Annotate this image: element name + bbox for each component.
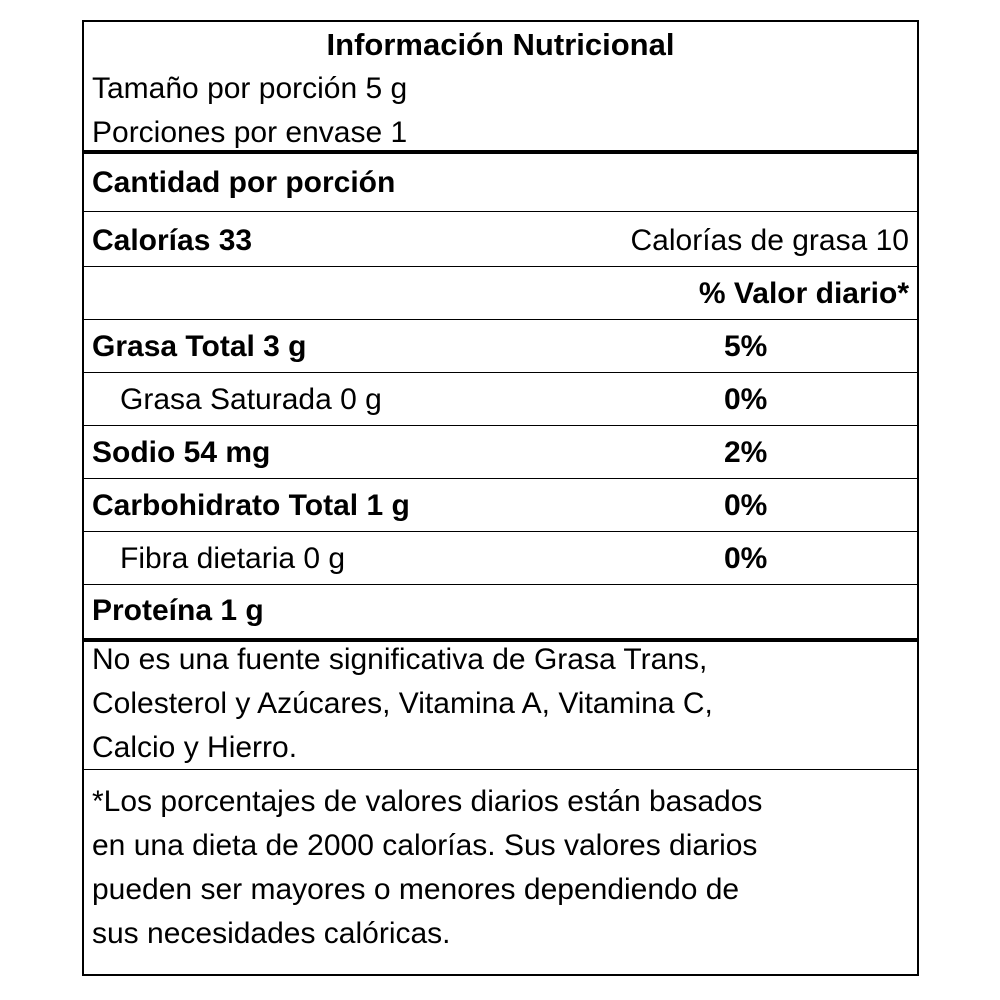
serving-size: Tamaño por porción 5 g — [92, 72, 408, 105]
notice-block — [84, 642, 917, 770]
nutrient-percent: 0% — [724, 383, 768, 416]
footnote-block — [84, 770, 917, 974]
daily-value-header-row — [84, 267, 917, 320]
calories-label: Calorías 33 — [92, 224, 253, 257]
nutrient-label: Grasa Saturada 0 g — [120, 383, 382, 416]
notice-text: No es una fuente significativa de Grasa Trans, Colesterol y Azúcares, Vitamina A, Vitamina C, Calcio y Hierro. — [92, 643, 713, 764]
nutrient-row-sodium — [84, 426, 917, 479]
amount-per-serving-row — [84, 154, 917, 212]
nutrient-label: Grasa Total 3 g — [92, 330, 307, 363]
nutrient-label: Fibra dietaria 0 g — [120, 542, 346, 575]
nutrient-percent: 5% — [724, 330, 768, 363]
label-header — [84, 22, 917, 154]
nutrient-label: Carbohidrato Total 1 g — [92, 489, 410, 522]
protein-label: Proteína 1 g — [92, 594, 264, 627]
servings-per-container: Porciones por envase 1 — [92, 116, 408, 149]
nutrient-percent: 2% — [724, 436, 768, 469]
nutrient-row-total-carbohydrate — [84, 479, 917, 532]
amount-per-serving: Cantidad por porción — [92, 166, 396, 199]
nutrition-facts-label — [82, 20, 919, 976]
nutrient-label: Sodio 54 mg — [92, 436, 271, 469]
nutrient-row-total-fat — [84, 320, 917, 373]
fat-calories: Calorías de grasa 10 — [630, 224, 909, 257]
calories-row — [84, 212, 917, 267]
nutrient-percent: 0% — [724, 489, 768, 522]
label-title: Información Nutricional — [326, 27, 675, 62]
protein-row — [84, 585, 917, 642]
daily-value-header: % Valor diario* — [698, 277, 909, 310]
nutrient-row-dietary-fiber — [84, 532, 917, 585]
nutrient-percent: 0% — [724, 542, 768, 575]
footnote-text: *Los porcentajes de valores diarios están basados en una dieta de 2000 calorías. Sus valores diarios pueden ser mayores o menores dependiendo de sus necesidades calóricas. — [92, 785, 763, 950]
nutrient-row-saturated-fat — [84, 373, 917, 426]
